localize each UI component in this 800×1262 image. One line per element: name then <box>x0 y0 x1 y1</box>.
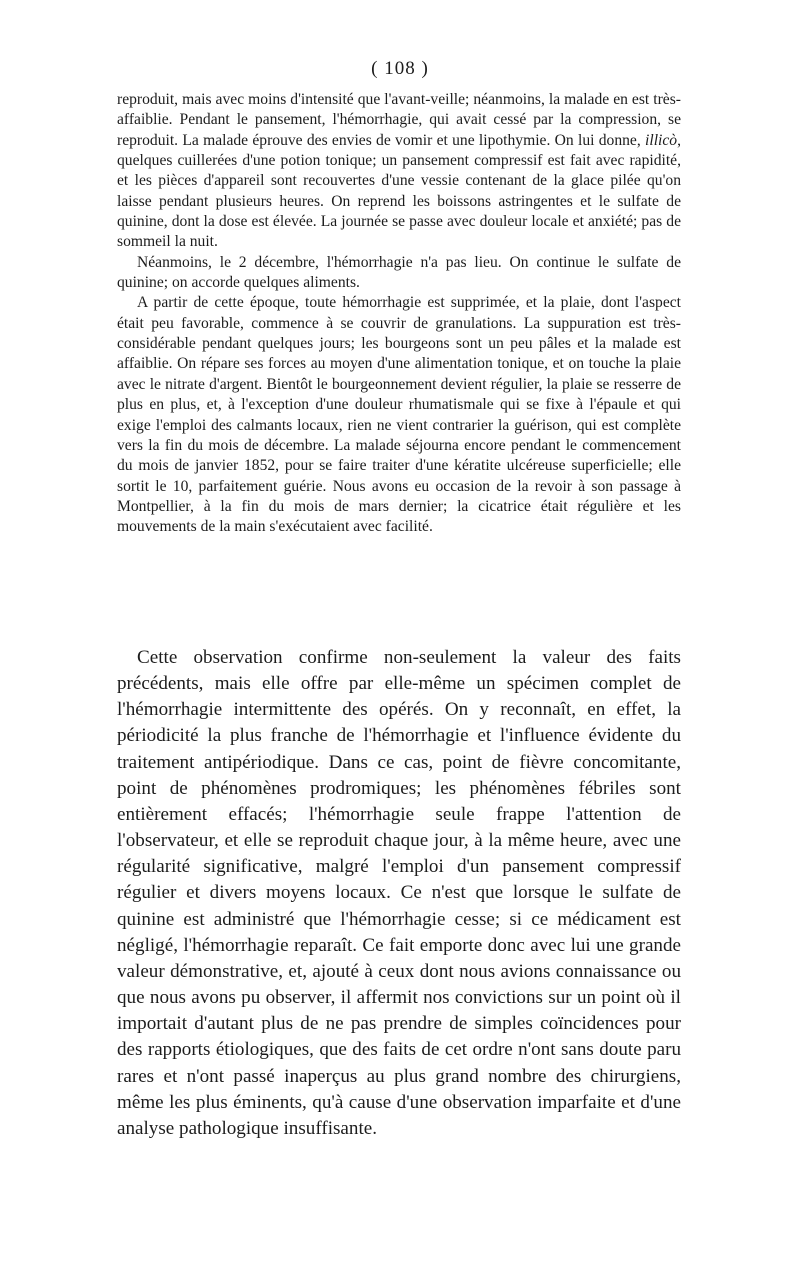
case-report-text <box>117 90 681 538</box>
italic-term: illicò <box>645 131 678 149</box>
paragraph: A partir de cette époque, toute hémorrhagie est supprimée, et la plaie, dont l'aspect était peu favorable, commence à se couvrir de granulations. La suppuration est très-considérable pendant quelques jours; les bourgeons sont un peu pâles et la malade est affaiblie. On répare ses forces au moyen d'une alimentation tonique, et on touche la plaie avec le nitrate d'argent. Bientôt le bourgeonnement devient régulier, la plaie se resserre de plus en plus, et, à l'exception d'une douleur rhumatismale qui se fixe à l'épaule et qui exige l'emploi des calmants locaux, rien ne vient contrarier la guérison, qui est complète vers la fin du mois de décembre. La malade séjourna encore pendant le commencement du mois de janvier 1852, pour se faire traiter d'une kératite ulcéreuse superficielle; elle sortit le 10, parfaitement guérie. Nous avons eu occasion de la revoir à son passage à Montpellier, à la fin du mois de mars dernier; la cicatrice était régulière et les mouvements de la main s'exécutaient avec facilité. <box>117 294 681 536</box>
paragraph-continuation <box>117 90 681 253</box>
paragraph: Néanmoins, le 2 décembre, l'hémorrhagie n'a pas lieu. On continue le sulfate de quinine; on accorde quelques aliments. <box>117 253 681 292</box>
commentary-text <box>117 645 681 1142</box>
page-number: ( 108 ) <box>371 58 429 79</box>
paragraph: Cette observation confirme non-seulement la valeur des faits précédents, mais elle offre par elle-même un spécimen complet de l'hémorrhagie intermittente des opérés. On y reconnaît, en effet, la périodicité la plus franche de l'hémorrhagie et l'influence évidente du traitement antipériodique. Dans ce cas, point de fièvre concomitante, point de phénomènes prodromiques; les phénomènes fébriles sont entièrement effacés; l'hémorrhagie seule frappe l'attention de l'observateur, et elle se reproduit chaque jour, à la même heure, avec une régularité significative, malgré l'emploi d'un pansement compressif régulier et divers moyens locaux. Ce n'est que lorsque le sulfate de quinine est administré que l'hémorrhagie cesse; si ce médicament est négligé, l'hémorrhagie reparaît. Ce fait emporte donc avec lui une grande valeur démonstrative, et, ajouté à ceux dont nous avions connaissance ou que nous avons pu observer, il affermit nos convictions sur un point où il importait d'autant plus de ne pas prendre de simples coïncidences pour des rapports étiologiques, que des faits de cet ordre n'ont sans doute paru rares et n'ont passé inaperçus au plus grand nombre des chirurgiens, même les plus éminents, qu'à cause d'une observation imparfaite et d'une analyse pathologique insuffisante. <box>117 647 681 1139</box>
paragraph-text: , quelques cuillerées d'une potion tonique; un pansement compressif est fait avec rapidité, et les pièces d'appareil sont recouvertes d'une vessie contenant de la glace pilée qu'on laisse pendant plusieurs heures. On reprend les boissons astringentes et le sulfate de quinine, dont la dose est élevée. La journée se passe avec douleur locale et anxiété; pas de sommeil la nuit. <box>117 131 681 251</box>
paragraph-text: reproduit, mais avec moins d'intensité que l'avant-veille; néanmoins, la malade en est très-affaiblie. Pendant le pansement, l'hémorrhagie, qui avait cessé par la compression, se reproduit. La malade éprouve des envies de vomir et une lipothymie. On lui donne, <box>117 91 681 149</box>
